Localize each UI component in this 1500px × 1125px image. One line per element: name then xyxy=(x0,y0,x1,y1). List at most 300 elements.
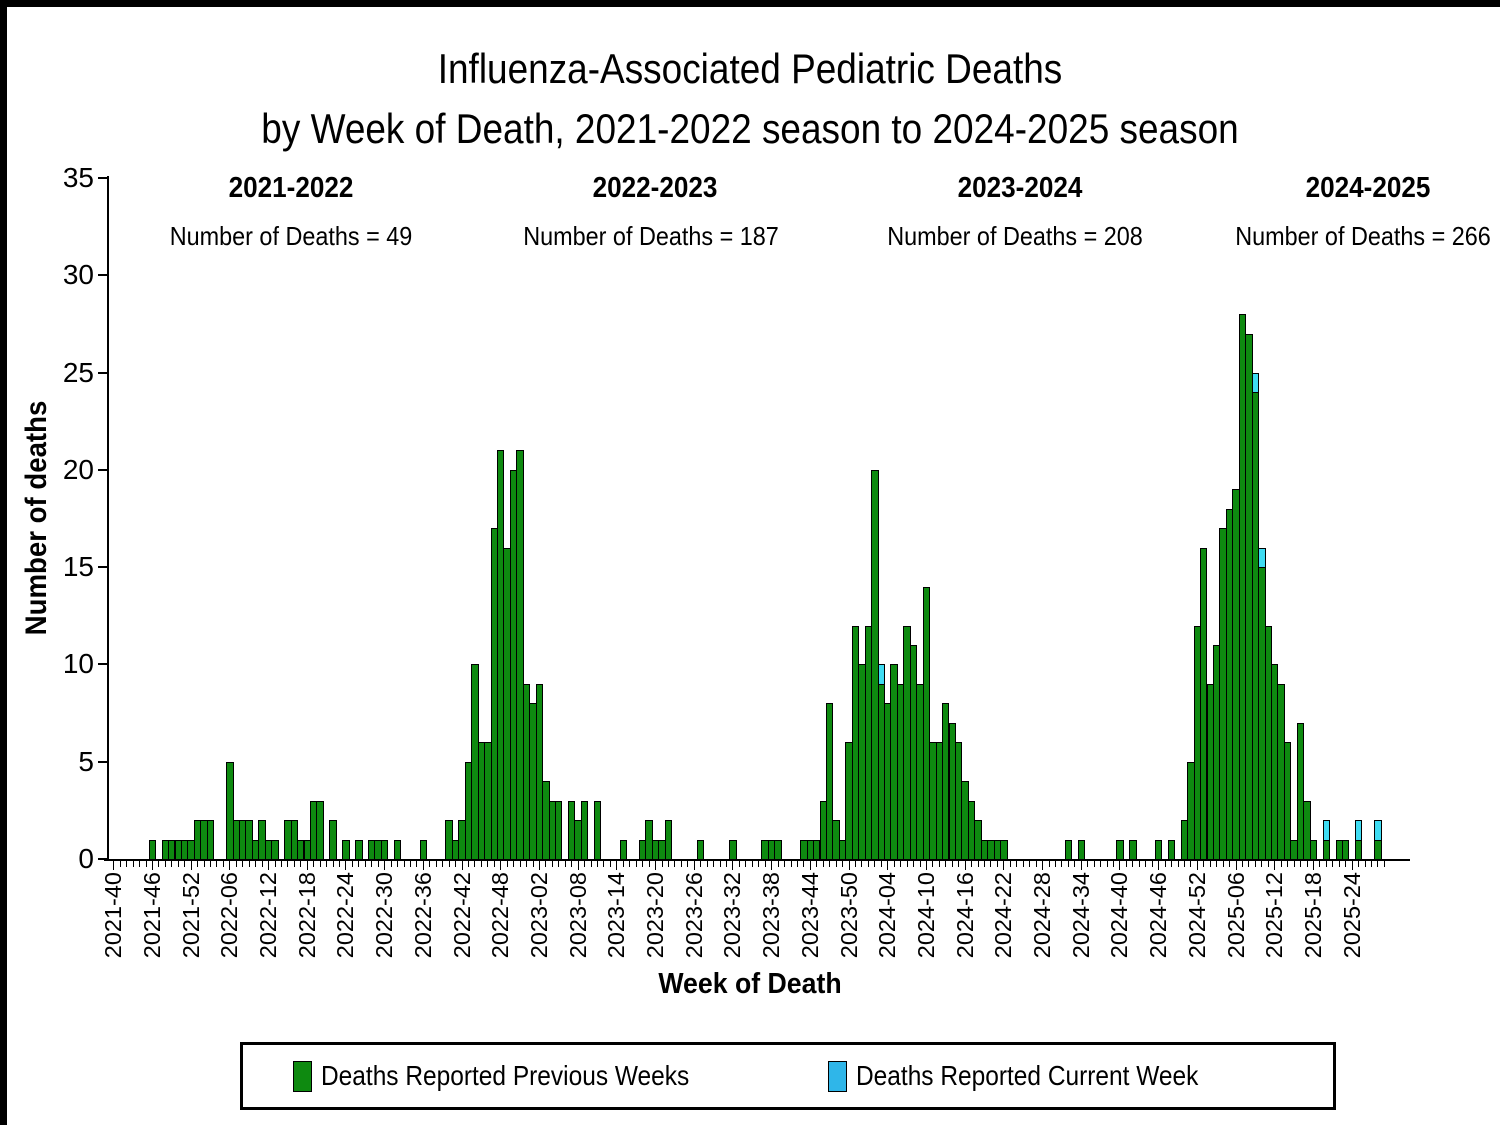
x-axis-label-2023-38: 2023-38 xyxy=(758,872,785,959)
x-axis-tick xyxy=(507,861,508,867)
x-axis-label-2024-22: 2024-22 xyxy=(990,872,1017,959)
x-axis-tick xyxy=(365,861,366,867)
season-header-2021-2022: 2021-2022 xyxy=(228,172,354,204)
x-axis-tick xyxy=(655,861,656,870)
x-axis-tick xyxy=(1003,861,1004,870)
x-axis-tick xyxy=(1107,861,1108,867)
bar-segment-previous-weeks xyxy=(697,840,704,861)
x-axis-title: Week of Death xyxy=(658,968,842,1000)
x-axis-label-2023-02: 2023-02 xyxy=(525,872,552,959)
x-axis-tick xyxy=(1307,861,1308,867)
x-axis-tick xyxy=(287,861,288,867)
x-axis-tick xyxy=(700,861,701,867)
x-axis-tick xyxy=(468,861,469,867)
x-axis-tick xyxy=(1016,861,1017,867)
x-axis-tick xyxy=(887,861,888,870)
season-deaths-2021-2022: Number of Deaths = 49 xyxy=(169,221,413,251)
x-axis-tick xyxy=(932,861,933,867)
x-axis-tick xyxy=(1055,861,1056,867)
x-axis-tick xyxy=(1126,861,1127,867)
x-axis-tick xyxy=(391,861,392,867)
x-axis-tick xyxy=(1300,861,1301,867)
bar-2022-20 xyxy=(316,801,323,860)
bar-segment-previous-weeks xyxy=(342,840,349,861)
x-axis-tick xyxy=(352,861,353,867)
x-axis-tick xyxy=(855,861,856,867)
bar-segment-previous-weeks xyxy=(1129,840,1136,861)
bar-2023-39 xyxy=(774,840,781,861)
x-axis-tick xyxy=(1223,861,1224,867)
y-axis-tick-30 xyxy=(98,274,107,276)
bar-2023-15 xyxy=(620,840,627,861)
x-axis-tick xyxy=(842,861,843,867)
y-axis-tick-35 xyxy=(98,177,107,179)
x-axis-tick xyxy=(778,861,779,867)
bar-2025-28 xyxy=(1374,820,1381,860)
bar-segment-previous-weeks xyxy=(620,840,627,861)
x-axis-tick xyxy=(900,861,901,867)
x-axis-tick xyxy=(1371,861,1372,867)
x-axis-tick xyxy=(165,861,166,867)
legend-swatch-cyan xyxy=(828,1061,847,1092)
x-axis-tick xyxy=(1294,861,1295,867)
x-axis-tick xyxy=(687,861,688,867)
y-axis-label-30: 30 xyxy=(62,259,94,291)
legend-swatch-green xyxy=(293,1061,312,1092)
x-axis-label-2022-12: 2022-12 xyxy=(255,872,281,959)
bar-segment-current-week xyxy=(1355,820,1362,841)
x-axis-tick xyxy=(1229,861,1230,867)
y-axis-tick-0 xyxy=(98,858,107,860)
x-axis-tick xyxy=(1010,861,1011,867)
bar-2023-27 xyxy=(697,840,704,861)
bar-segment-previous-weeks xyxy=(1116,840,1123,861)
x-axis-tick xyxy=(178,861,179,867)
x-axis-tick xyxy=(146,861,147,867)
x-axis-tick xyxy=(1236,861,1237,870)
bar-segment-previous-weeks xyxy=(355,840,362,861)
x-axis-label-2025-18: 2025-18 xyxy=(1299,872,1326,959)
bar-segment-previous-weeks xyxy=(1342,840,1349,861)
x-axis-tick xyxy=(881,861,882,867)
x-axis-label-2024-34: 2024-34 xyxy=(1067,872,1094,959)
x-axis-tick xyxy=(442,861,443,867)
x-axis-tick xyxy=(558,861,559,867)
x-axis-tick xyxy=(1190,861,1191,867)
x-axis-tick xyxy=(300,861,301,867)
x-axis-tick xyxy=(1332,861,1333,867)
x-axis-label-2024-46: 2024-46 xyxy=(1145,872,1172,959)
x-axis-tick xyxy=(1210,861,1211,867)
x-axis-label-2024-28: 2024-28 xyxy=(1029,872,1055,959)
bar-2021-46 xyxy=(149,840,156,861)
x-axis-tick xyxy=(849,861,850,870)
bar-segment-current-week xyxy=(1374,820,1381,841)
bar-2022-03 xyxy=(207,820,214,860)
x-axis-tick xyxy=(1384,861,1385,867)
bar-segment-current-week xyxy=(1258,548,1265,569)
chart-title-line2: by Week of Death, 2021-2022 season to 2024-2025 season xyxy=(261,105,1239,152)
x-axis-label-2023-08: 2023-08 xyxy=(564,872,591,959)
x-axis-tick xyxy=(436,861,437,867)
x-axis-label-2023-50: 2023-50 xyxy=(835,872,862,959)
bar-2024-22 xyxy=(1000,840,1007,861)
x-axis-label-2023-14: 2023-14 xyxy=(603,872,630,959)
x-axis-tick xyxy=(397,861,398,867)
y-axis-label-20: 20 xyxy=(62,453,94,485)
x-axis-tick xyxy=(1203,861,1204,867)
bar-2025-23 xyxy=(1342,840,1349,861)
x-axis-label-2025-24: 2025-24 xyxy=(1338,872,1365,959)
x-axis-tick xyxy=(829,861,830,867)
x-axis-tick xyxy=(610,861,611,867)
x-axis-tick xyxy=(591,861,592,867)
bar-2023-11 xyxy=(594,801,601,860)
bar-2022-22 xyxy=(329,820,336,860)
x-axis-tick xyxy=(1074,861,1075,867)
x-axis-tick xyxy=(1352,861,1353,870)
x-axis-tick xyxy=(952,861,953,867)
x-axis-tick xyxy=(958,861,959,867)
season-deaths-2022-2023: Number of Deaths = 187 xyxy=(523,221,779,251)
x-axis-label-2025-12: 2025-12 xyxy=(1261,872,1288,959)
x-axis-tick xyxy=(481,861,482,867)
x-axis-label-2022-18: 2022-18 xyxy=(293,872,320,959)
y-axis-label-15: 15 xyxy=(62,551,94,583)
season-deaths-2023-2024: Number of Deaths = 208 xyxy=(887,221,1143,251)
x-axis-tick xyxy=(1049,861,1050,867)
x-axis-tick xyxy=(371,861,372,867)
left-border-strip xyxy=(0,0,7,1125)
y-axis-label-35: 35 xyxy=(62,162,94,193)
x-axis-tick xyxy=(810,861,811,870)
bar-2024-32 xyxy=(1065,840,1072,861)
x-axis-tick xyxy=(1100,861,1101,867)
x-axis-tick xyxy=(565,861,566,867)
x-axis-label-2024-16: 2024-16 xyxy=(951,872,978,959)
x-axis-tick xyxy=(275,861,276,867)
bar-segment-previous-weeks xyxy=(329,820,336,860)
x-axis-tick xyxy=(333,861,334,867)
x-axis-tick xyxy=(345,861,346,870)
bar-segment-previous-weeks xyxy=(1355,840,1362,861)
bar-2025-18 xyxy=(1310,840,1317,861)
x-axis-tick xyxy=(474,861,475,867)
x-axis-tick xyxy=(249,861,250,867)
x-axis-tick xyxy=(945,861,946,867)
x-axis-tick xyxy=(1255,861,1256,867)
legend-item-current-week xyxy=(828,1045,1241,1107)
x-axis-tick xyxy=(868,861,869,867)
x-axis-tick xyxy=(745,861,746,867)
x-axis-tick xyxy=(1261,861,1262,867)
top-border-strip xyxy=(0,0,1500,7)
bar-segment-previous-weeks xyxy=(665,820,672,860)
x-axis-tick xyxy=(771,861,772,870)
x-axis-tick xyxy=(462,861,463,870)
x-axis-tick xyxy=(1319,861,1320,867)
x-axis-tick xyxy=(307,861,308,870)
y-axis-line xyxy=(107,176,109,861)
season-deaths-2024-2025: Number of Deaths = 266 xyxy=(1235,221,1491,251)
x-axis-label-2022-36: 2022-36 xyxy=(409,872,436,959)
x-axis-tick xyxy=(823,861,824,867)
bar-segment-previous-weeks xyxy=(271,840,278,861)
bar-segment-previous-weeks xyxy=(594,801,601,860)
bar-segment-previous-weeks xyxy=(1078,840,1085,861)
x-axis-tick xyxy=(681,861,682,867)
y-axis-label-5: 5 xyxy=(78,745,94,777)
x-axis-tick xyxy=(533,861,534,867)
x-axis-label-2024-10: 2024-10 xyxy=(912,872,939,959)
x-axis-tick xyxy=(662,861,663,867)
bar-segment-previous-weeks xyxy=(1310,840,1317,861)
x-axis-tick xyxy=(1081,861,1082,870)
x-axis-tick xyxy=(726,861,727,867)
x-axis-tick xyxy=(313,861,314,867)
x-axis-tick xyxy=(1326,861,1327,867)
x-axis-label-2022-48: 2022-48 xyxy=(487,872,514,959)
y-axis-title: Number of deaths xyxy=(20,400,53,636)
x-axis-tick xyxy=(597,861,598,867)
x-axis-tick xyxy=(623,861,624,867)
x-axis-tick xyxy=(1287,861,1288,867)
x-axis-tick xyxy=(520,861,521,867)
bar-segment-previous-weeks xyxy=(394,840,401,861)
x-axis-label-2023-20: 2023-20 xyxy=(642,872,668,959)
x-axis-tick xyxy=(765,861,766,867)
bar-2022-30 xyxy=(381,840,388,861)
y-axis-tick-15 xyxy=(98,566,107,568)
x-axis-tick xyxy=(1113,861,1114,867)
x-axis-tick xyxy=(1216,861,1217,867)
x-axis-label-2022-06: 2022-06 xyxy=(216,872,243,959)
x-axis-tick xyxy=(649,861,650,867)
season-header-2023-2024: 2023-2024 xyxy=(957,172,1083,204)
x-axis-tick xyxy=(1068,861,1069,867)
x-axis-tick xyxy=(803,861,804,867)
x-axis-tick xyxy=(1178,861,1179,867)
bar-segment-previous-weeks xyxy=(1323,840,1330,861)
x-axis-label-2024-52: 2024-52 xyxy=(1183,872,1210,959)
x-axis-tick xyxy=(410,861,411,867)
x-axis-tick xyxy=(513,861,514,867)
bar-segment-current-week xyxy=(878,664,885,685)
x-axis-tick xyxy=(487,861,488,867)
x-axis-tick xyxy=(713,861,714,867)
x-axis-tick xyxy=(997,861,998,867)
x-axis-tick xyxy=(197,861,198,867)
x-axis-tick xyxy=(939,861,940,867)
bar-segment-previous-weeks xyxy=(149,840,156,861)
bar-segment-previous-weeks xyxy=(207,820,214,860)
x-axis-tick xyxy=(1274,861,1275,870)
x-axis-tick xyxy=(920,861,921,867)
x-axis-tick xyxy=(578,861,579,870)
x-axis-tick xyxy=(1132,861,1133,867)
x-axis-tick xyxy=(1139,861,1140,867)
bar-segment-previous-weeks xyxy=(1065,840,1072,861)
x-axis-tick xyxy=(1377,861,1378,867)
y-axis-tick-5 xyxy=(98,761,107,763)
x-axis-tick xyxy=(629,861,630,867)
x-axis-tick xyxy=(1094,861,1095,867)
x-axis-tick xyxy=(223,861,224,867)
x-axis-tick xyxy=(268,861,269,870)
x-axis-tick xyxy=(449,861,450,867)
x-axis-tick xyxy=(984,861,985,867)
chart-title-line1: Influenza-Associated Pediatric Deaths xyxy=(437,45,1063,92)
bar-2022-36 xyxy=(420,840,427,861)
x-axis-tick xyxy=(965,861,966,870)
x-axis-tick xyxy=(184,861,185,867)
x-axis-tick xyxy=(171,861,172,867)
bar-segment-previous-weeks xyxy=(1168,840,1175,861)
x-axis-tick xyxy=(455,861,456,867)
x-axis-label-2024-04: 2024-04 xyxy=(874,872,901,959)
x-axis-tick xyxy=(797,861,798,867)
x-axis-tick xyxy=(236,861,237,867)
x-axis-tick xyxy=(784,861,785,867)
legend-label-current-week: Deaths Reported Current Week xyxy=(856,1060,1199,1091)
x-axis-tick xyxy=(339,861,340,867)
bar-segment-previous-weeks xyxy=(1374,840,1381,861)
x-axis-tick xyxy=(603,861,604,867)
x-axis-tick xyxy=(429,861,430,867)
x-axis-tick xyxy=(526,861,527,867)
x-axis-tick xyxy=(494,861,495,867)
x-axis-tick xyxy=(668,861,669,867)
x-axis-tick xyxy=(1036,861,1037,867)
x-axis-tick xyxy=(191,861,192,870)
x-axis-tick xyxy=(1165,861,1166,867)
x-axis-label-2024-40: 2024-40 xyxy=(1106,872,1133,959)
x-axis-tick xyxy=(616,861,617,870)
x-axis-tick xyxy=(1345,861,1346,867)
bar-segment-previous-weeks xyxy=(381,840,388,861)
x-axis-tick xyxy=(262,861,263,867)
bar-2025-25 xyxy=(1355,820,1362,860)
bar-2024-42 xyxy=(1129,840,1136,861)
bar-2024-48 xyxy=(1168,840,1175,861)
x-axis-tick xyxy=(791,861,792,867)
legend xyxy=(240,1042,1336,1110)
season-header-2024-2025: 2024-2025 xyxy=(1305,172,1431,204)
y-axis-label-0: 0 xyxy=(78,843,94,874)
x-axis-tick xyxy=(204,861,205,867)
x-axis-tick xyxy=(1281,861,1282,867)
x-axis-label-2023-44: 2023-44 xyxy=(796,872,823,959)
bar-segment-previous-weeks xyxy=(316,801,323,860)
x-axis-tick xyxy=(971,861,972,867)
x-axis-tick xyxy=(378,861,379,867)
x-axis-tick xyxy=(926,861,927,870)
bar-segment-previous-weeks xyxy=(1000,840,1007,861)
x-axis-tick xyxy=(229,861,230,870)
x-axis-tick xyxy=(384,861,385,870)
x-axis-tick xyxy=(326,861,327,867)
x-axis-tick xyxy=(545,861,546,867)
x-axis-tick xyxy=(1029,861,1030,867)
bar-2022-32 xyxy=(394,840,401,861)
x-axis-tick xyxy=(1158,861,1159,870)
x-axis-tick xyxy=(242,861,243,867)
x-axis-tick xyxy=(1339,861,1340,867)
x-axis-tick xyxy=(320,861,321,867)
x-axis-tick xyxy=(1023,861,1024,867)
x-axis-tick xyxy=(423,861,424,870)
x-axis-tick xyxy=(1248,861,1249,867)
x-axis-tick xyxy=(216,861,217,867)
season-header-2022-2023: 2022-2023 xyxy=(592,172,718,204)
x-axis-tick xyxy=(1184,861,1185,867)
x-axis-tick xyxy=(1119,861,1120,870)
y-axis-label-10: 10 xyxy=(62,648,94,680)
bar-segment-previous-weeks xyxy=(774,840,781,861)
x-axis-tick xyxy=(707,861,708,867)
y-axis-tick-25 xyxy=(98,372,107,374)
x-axis-label-2025-06: 2025-06 xyxy=(1222,872,1249,959)
x-axis-tick xyxy=(816,861,817,867)
x-axis-tick xyxy=(113,861,114,870)
bar-segment-previous-weeks xyxy=(555,801,562,860)
x-axis-tick xyxy=(1152,861,1153,867)
x-axis-label-2021-46: 2021-46 xyxy=(138,872,165,959)
x-axis-tick xyxy=(874,861,875,867)
y-axis-label-25: 25 xyxy=(62,356,94,388)
x-axis-tick xyxy=(120,861,121,867)
x-axis-tick xyxy=(133,861,134,867)
bar-segment-previous-weeks xyxy=(420,840,427,861)
x-axis-tick xyxy=(1171,861,1172,867)
x-axis-tick xyxy=(1145,861,1146,867)
x-axis-tick xyxy=(990,861,991,867)
bar-segment-previous-weeks xyxy=(729,840,736,861)
bar-2023-09 xyxy=(581,801,588,860)
bar-segment-current-week xyxy=(1252,373,1259,394)
x-axis-tick xyxy=(539,861,540,870)
x-axis-tick xyxy=(907,861,908,867)
x-axis-tick xyxy=(636,861,637,867)
bar-2023-05 xyxy=(555,801,562,860)
x-axis-tick xyxy=(255,861,256,867)
x-axis-tick xyxy=(1365,861,1366,867)
x-axis-tick xyxy=(571,861,572,867)
x-axis-label-2022-30: 2022-30 xyxy=(371,872,398,959)
legend-item-previous-weeks xyxy=(293,1045,735,1107)
x-axis-tick xyxy=(404,861,405,867)
x-axis-tick xyxy=(642,861,643,867)
bar-2025-20 xyxy=(1323,820,1330,860)
x-axis-tick xyxy=(861,861,862,867)
x-axis-tick xyxy=(1197,861,1198,870)
x-axis-tick xyxy=(752,861,753,867)
x-axis-tick xyxy=(358,861,359,867)
x-axis-tick xyxy=(1313,861,1314,870)
x-axis-tick xyxy=(552,861,553,867)
x-axis-tick xyxy=(210,861,211,867)
x-axis-tick xyxy=(294,861,295,867)
x-axis-label-2021-40: 2021-40 xyxy=(100,872,127,959)
x-axis-tick xyxy=(694,861,695,870)
x-axis-tick xyxy=(500,861,501,870)
bar-2024-34 xyxy=(1078,840,1085,861)
x-axis-tick xyxy=(836,861,837,867)
bar-2022-13 xyxy=(271,840,278,861)
x-axis-tick xyxy=(152,861,153,870)
bar-segment-previous-weeks xyxy=(581,801,588,860)
x-axis-label-2022-24: 2022-24 xyxy=(332,872,359,959)
